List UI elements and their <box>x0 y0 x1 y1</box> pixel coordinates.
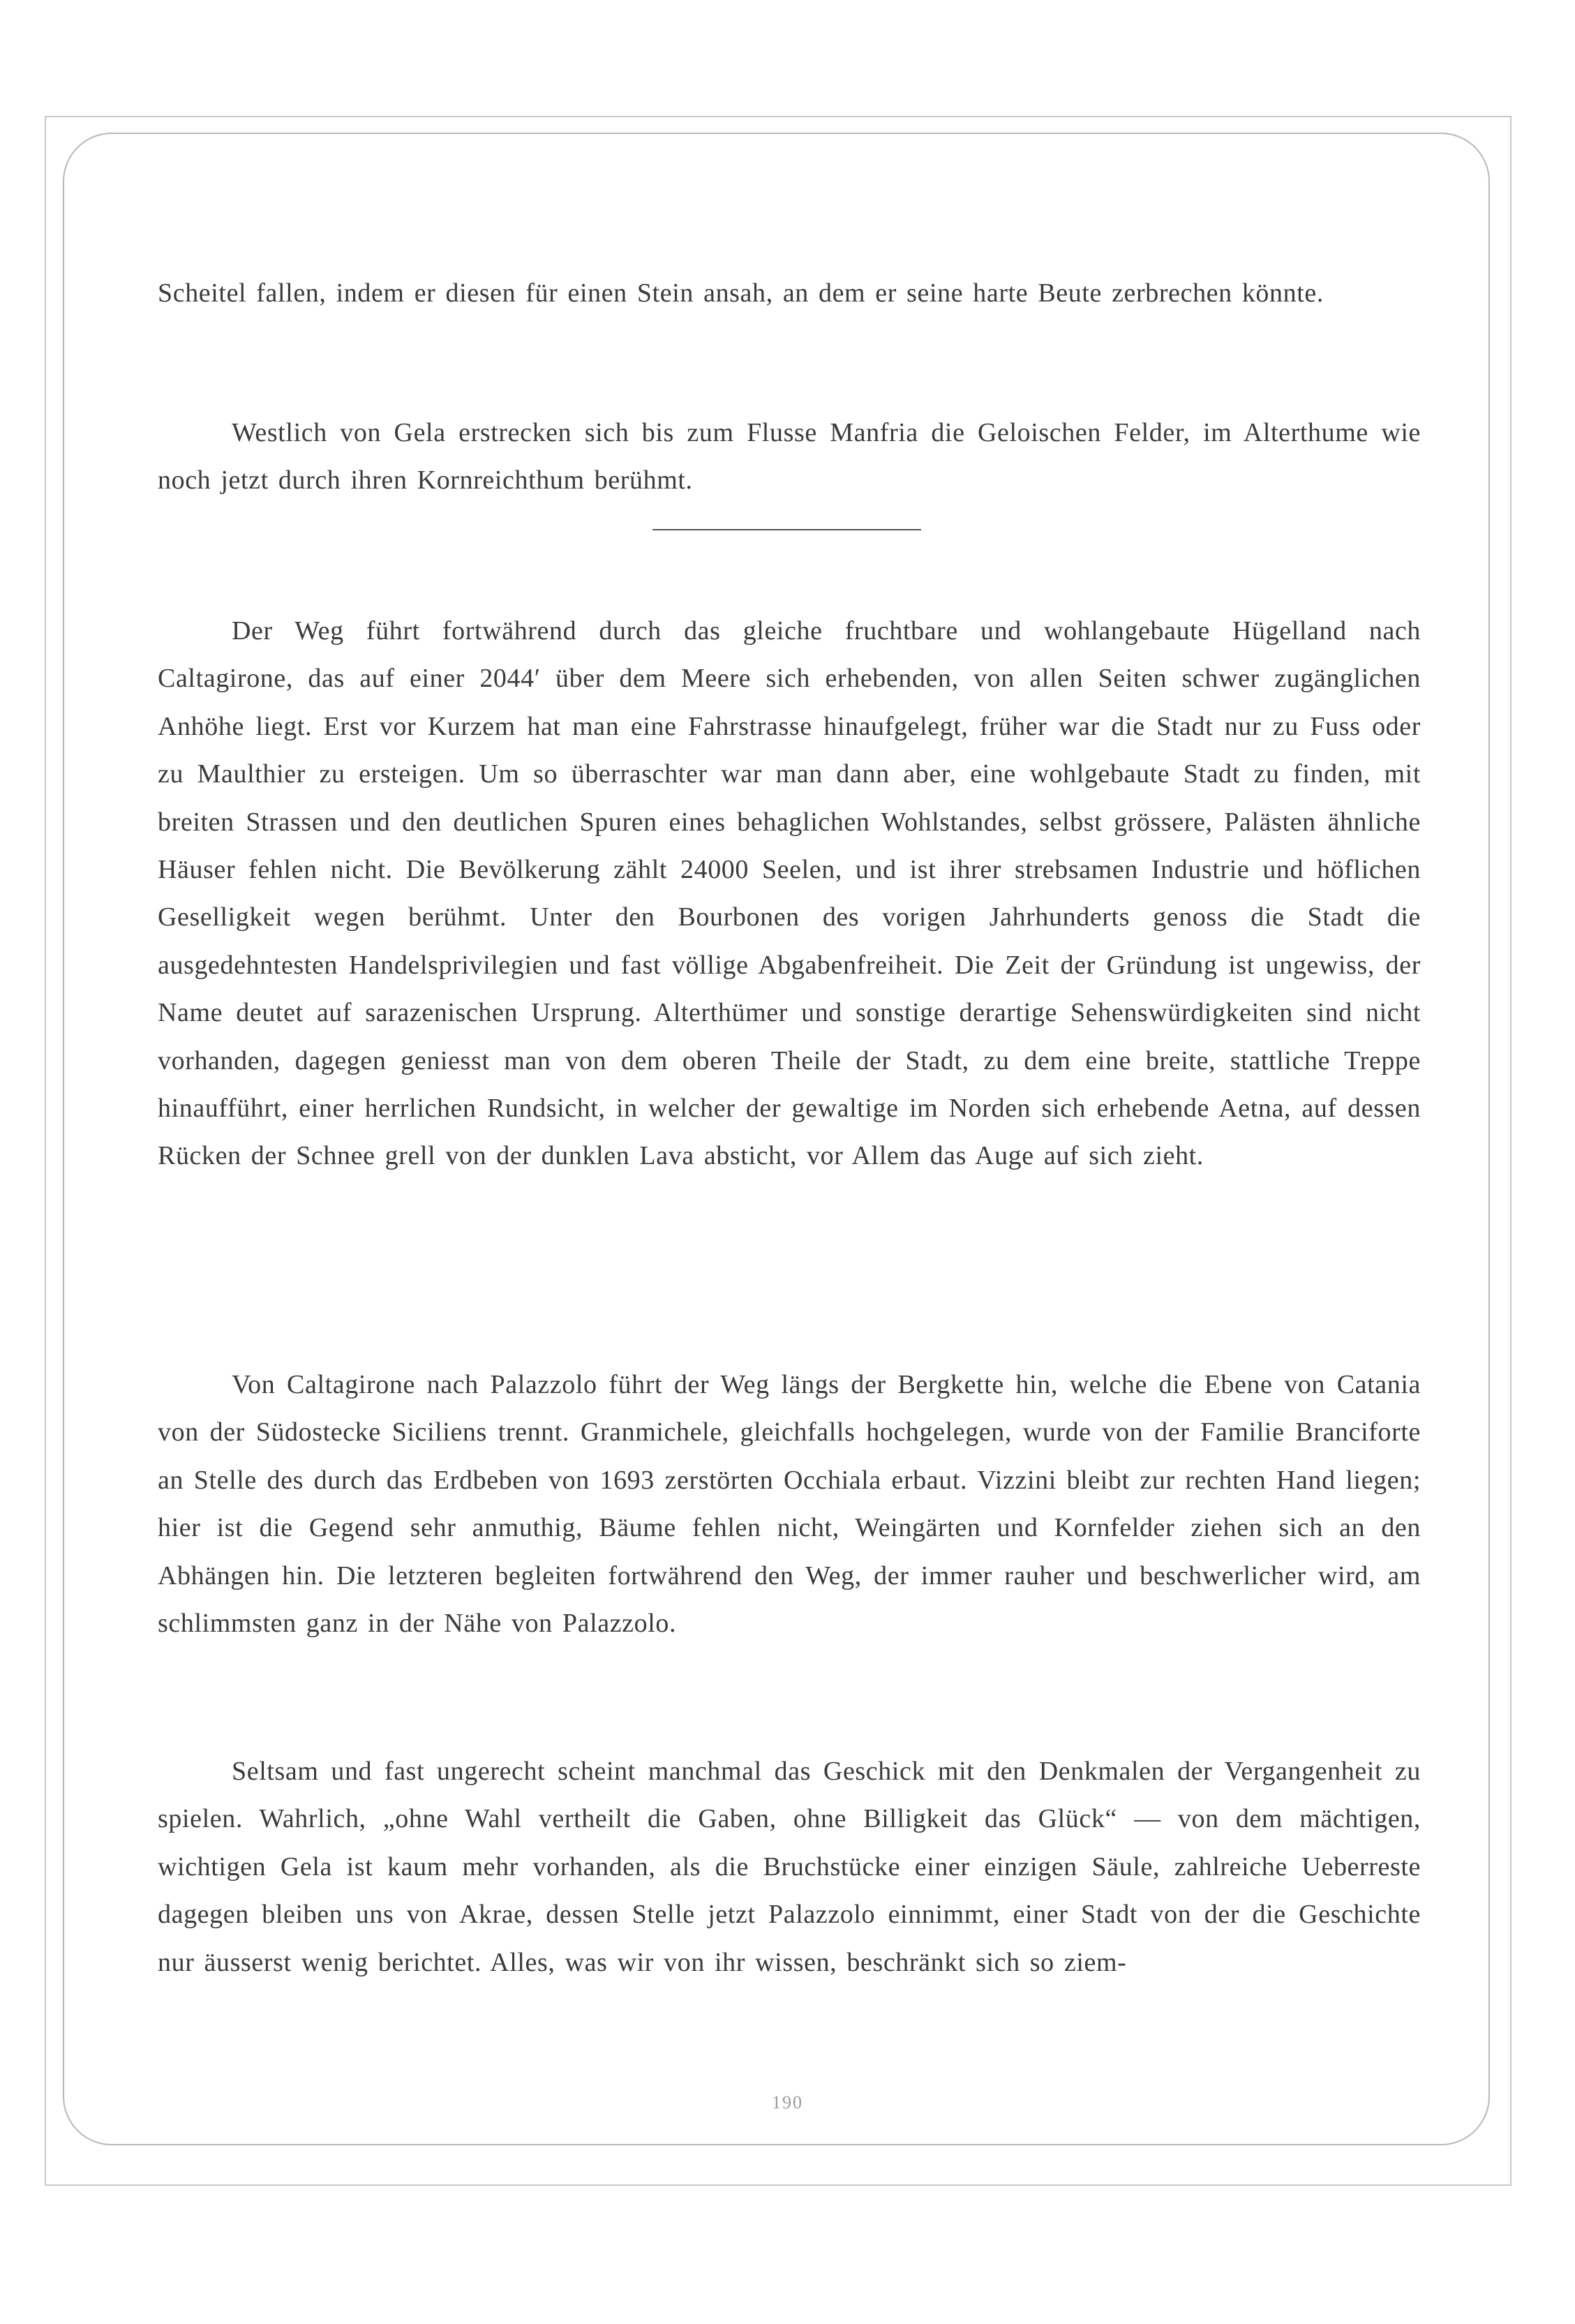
section-divider <box>652 529 921 530</box>
paragraph-scheitel: Scheitel fallen, indem er diesen für einen Stein ansah, an dem er seine harte Beute zerbrechen könnte. <box>158 278 1324 308</box>
paragraph-palazzolo-route: Von Caltagirone nach Palazzolo führt der Weg längs der Bergkette hin, welche die Ebene von Catania von der Südostecke Siciliens trennt. Granmichele, gleichfalls hochgelegen, wurde von der Familie Branciforte an Stelle des durch das Erdbeben von 1693 zerstörten Occhiala erbaut. Vizzini bleibt zur rechten Hand liegen; hier ist die Gegend sehr anmuthig, Bäume fehlen nicht, Weingärten und Kornfelder ziehen sich an den Abhängen hin. Die letzteren begleiten fortwährend den Weg, der immer rauher und beschwerlicher wird, am schlimmsten ganz in der Nähe von Palazzolo. <box>158 1370 1421 1639</box>
paragraph-akrae: Seltsam und fast ungerecht scheint manchmal das Geschick mit den Denkmalen der Vergangenheit zu spielen. Wahrlich, „ohne Wahl vertheilt die Gaben, ohne Billigkeit das Glück“ — von dem mächtigen, wichtigen Gela ist kaum mehr vorhanden, als die Bruchstücke einer einzigen Säule, zahlreiche Ueberreste dagegen bleiben uns von Akrae, dessen Stelle jetzt Palazzolo einnimmt, einer Stadt von der die Geschichte nur äusserst wenig berichtet. Alles, was wir von ihr wissen, beschränkt sich so ziem- <box>158 1757 1421 1977</box>
paragraph-westlich: Westlich von Gela erstrecken sich bis zum Flusse Manfria die Geloischen Felder, im Alterthume wie noch jetzt durch ihren Kornreichthum berühmt. <box>158 418 1421 496</box>
page-number: 190 <box>772 2092 803 2113</box>
paragraph-caltagirone: Der Weg führt fortwährend durch das gleiche fruchtbare und wohlangebaute Hügelland nach Caltagirone, das auf einer 2044′ über dem Meere sich erhebenden, von allen Seiten schwer zugänglichen Anhöhe liegt. Erst vor Kurzem hat man eine Fahrstrasse hinaufgelegt, früher war die Stadt nur zu Fuss oder zu Maulthier zu ersteigen. Um so überraschter war man dann aber, eine wohlgebaute Stadt zu finden, mit breiten Strassen und den deutlichen Spuren eines behaglichen Wohlstandes, selbst grössere, Palästen ähnliche Häuser fehlen nicht. Die Bevölkerung zählt 24000 Seelen, und ist ihrer strebsamen Industrie und höflichen Geselligkeit wegen berühmt. Unter den Bourbonen des vorigen Jahrhunderts genoss die Stadt die ausgedehntesten Handelsprivilegien und fast völlige Abgabenfreiheit. Die Zeit der Gründung ist ungewiss, der Name deutet auf sarazenischen Ursprung. Alterthümer und sonstige derartige Sehenswürdigkeiten sind nicht vorhanden, dagegen geniesst man von dem oberen Theile der Stadt, zu dem eine breite, stattliche Treppe hinaufführt, einer herrlichen Rundsicht, in welcher der gewaltige im Norden sich erhebende Aetna, auf dessen Rücken der Schnee grell von der dunklen Lava absticht, vor Allem das Auge auf sich zieht. <box>158 616 1421 1171</box>
